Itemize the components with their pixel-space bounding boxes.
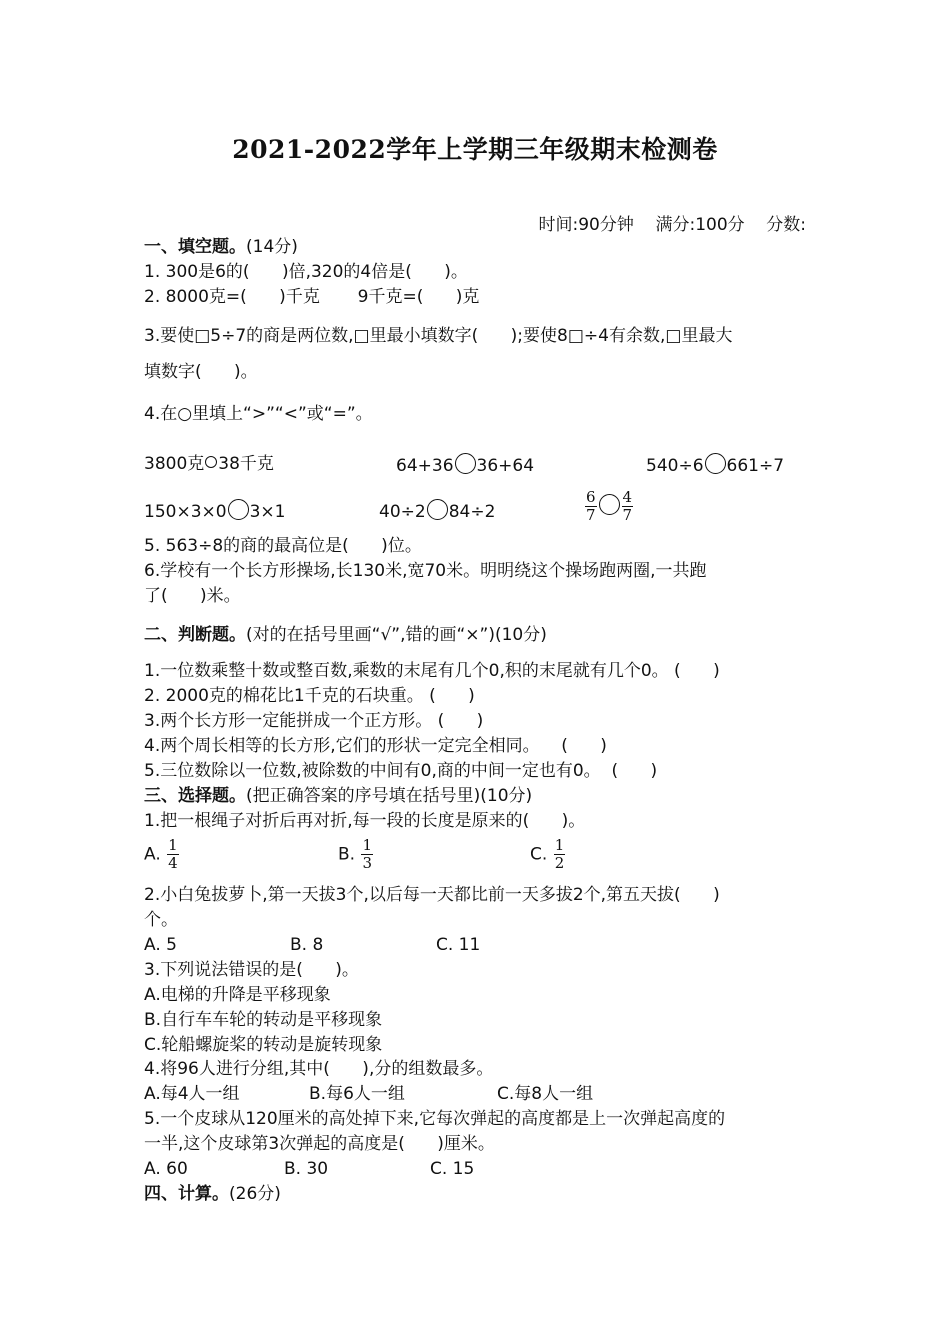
numerator: 1 <box>554 836 565 854</box>
compare-r2c1 <box>144 499 285 523</box>
fill-q3-line1: 3.要使□5÷7的商是两位数,□里最小填数字( );要使8□÷4有余数,□里最大 <box>144 326 733 346</box>
fill-q1: 1. 300是6的( )倍,320的4倍是( )。 <box>144 262 468 282</box>
fill-q3-line2: 填数字( )。 <box>144 362 258 382</box>
choice-q1-option-b <box>338 837 374 872</box>
compare-left: 3800克 <box>144 454 205 474</box>
choice-q3-option-c: C.轮船螺旋桨的转动是旋转现象 <box>144 1035 383 1055</box>
judge-q4: 4.两个周长相等的长方形,它们的形状一定完全相同。 ( ) <box>144 736 607 756</box>
choice-q4-option-a: A.每4人一组 <box>144 1084 240 1104</box>
compare-right: 3×1 <box>249 502 286 522</box>
choice-q5-line2: 一半,这个皮球第3次弹起的高度是( )厘米。 <box>144 1134 495 1154</box>
compare-left: 540÷6 <box>646 456 704 476</box>
section-1-heading <box>144 236 298 258</box>
choice-q3: 3.下列说法错误的是( )。 <box>144 960 359 980</box>
choice-q3-option-a: A.电梯的升降是平移现象 <box>144 985 331 1005</box>
compare-r1c1 <box>144 453 274 475</box>
choice-q1-option-c <box>530 837 566 872</box>
denominator: 2 <box>554 854 565 872</box>
section-4-heading <box>144 1183 281 1205</box>
section-3-desc: (把正确答案的序号填在括号里)(10分) <box>246 786 533 806</box>
compare-r1c3 <box>646 453 784 477</box>
compare-right: 661÷7 <box>726 456 785 476</box>
page-title: 2021-2022学年上学期三年级期末检测卷 <box>232 135 718 164</box>
fill-q2: 2. 8000克=( )千克 9千克=( )克 <box>144 287 480 307</box>
circle-blank-icon <box>228 499 249 520</box>
denominator: 7 <box>622 506 633 524</box>
fill-q5: 5. 563÷8的商的最高位是( )位。 <box>144 536 422 556</box>
choice-q5-option-c: C. 15 <box>430 1159 475 1179</box>
section-2-title: 二、判断题。 <box>144 625 246 645</box>
judge-q3: 3.两个长方形一定能拼成一个正方形。 ( ) <box>144 711 484 731</box>
choice-q2-line2: 个。 <box>144 910 178 930</box>
numerator: 4 <box>622 488 633 506</box>
compare-right: 84÷2 <box>448 502 496 522</box>
section-4-score: (26分) <box>229 1184 281 1204</box>
option-label: A. <box>144 844 161 865</box>
compare-right: 36+64 <box>476 456 535 476</box>
fraction <box>167 837 179 872</box>
section-3-heading <box>144 785 532 807</box>
choice-q2-option-b: B. 8 <box>290 935 324 955</box>
denominator: 4 <box>168 854 178 872</box>
choice-q1-option-a <box>144 837 180 872</box>
fraction <box>585 489 597 524</box>
compare-left: 40÷2 <box>379 502 426 522</box>
choice-q4: 4.将96人进行分组,其中( ),分的组数最多。 <box>144 1059 494 1079</box>
section-1-title: 一、填空题。 <box>144 237 246 257</box>
judge-q2: 2. 2000克的棉花比1千克的石块重。 ( ) <box>144 686 475 706</box>
judge-q5: 5.三位数除以一位数,被除数的中间有0,商的中间一定也有0。 ( ) <box>144 761 658 781</box>
choice-q3-option-b: B.自行车车轮的转动是平移现象 <box>144 1010 383 1030</box>
fraction <box>361 837 373 872</box>
choice-q2-option-a: A. 5 <box>144 935 177 955</box>
circle-blank-icon <box>205 456 217 468</box>
choice-q2-line1: 2.小白兔拔萝卜,第一天拔3个,以后每一天都比前一天多拔2个,第五天拔( ) <box>144 885 720 905</box>
fill-q4: 4.在○里填上“>”“<”或“=”。 <box>144 404 373 424</box>
judge-q1: 1.一位数乘整十数或整百数,乘数的末尾有几个0,积的末尾就有几个0。 ( ) <box>144 661 720 681</box>
section-1-score: (14分) <box>246 237 298 257</box>
section-2-heading <box>144 624 547 646</box>
choice-q5-option-b: B. 30 <box>284 1159 329 1179</box>
choice-q4-option-b: B.每6人一组 <box>309 1084 405 1104</box>
option-label: C. <box>530 844 548 865</box>
choice-q5-line1: 5.一个皮球从120厘米的高处掉下来,它每次弹起的高度都是上一次弹起高度的 <box>144 1109 726 1129</box>
fill-q6-line2: 了( )米。 <box>144 586 241 606</box>
compare-right: 38千克 <box>218 454 274 474</box>
circle-blank-icon <box>599 494 620 515</box>
choice-q4-option-c: C.每8人一组 <box>497 1084 594 1104</box>
numerator: 1 <box>168 836 178 854</box>
compare-r2c2 <box>379 499 495 523</box>
numerator: 1 <box>362 836 373 854</box>
choice-q1: 1.把一根绳子对折后再对折,每一段的长度是原来的( )。 <box>144 811 586 831</box>
section-4-title: 四、计算。 <box>144 1184 229 1204</box>
choice-q2-option-c: C. 11 <box>436 935 481 955</box>
numerator: 6 <box>586 488 596 506</box>
choice-q5-option-a: A. 60 <box>144 1159 188 1179</box>
circle-blank-icon <box>455 453 476 474</box>
compare-r2c3 <box>584 489 634 524</box>
fraction <box>554 837 566 872</box>
circle-blank-icon <box>427 499 448 520</box>
denominator: 7 <box>586 506 596 524</box>
fill-q6-line1: 6.学校有一个长方形操场,长130米,宽70米。明明绕这个操场跑两圈,一共跑 <box>144 561 707 581</box>
option-label: B. <box>338 844 356 865</box>
circle-blank-icon <box>705 453 726 474</box>
compare-r1c2 <box>396 453 534 477</box>
denominator: 3 <box>362 854 373 872</box>
section-3-title: 三、选择题。 <box>144 786 246 806</box>
section-2-desc: (对的在括号里画“√”,错的画“×”)(10分) <box>246 625 547 645</box>
compare-left: 150×3×0 <box>144 502 227 522</box>
compare-left: 64+36 <box>396 456 454 476</box>
exam-meta: 时间:90分钟 满分:100分 分数: <box>538 215 806 235</box>
fraction <box>622 489 634 524</box>
